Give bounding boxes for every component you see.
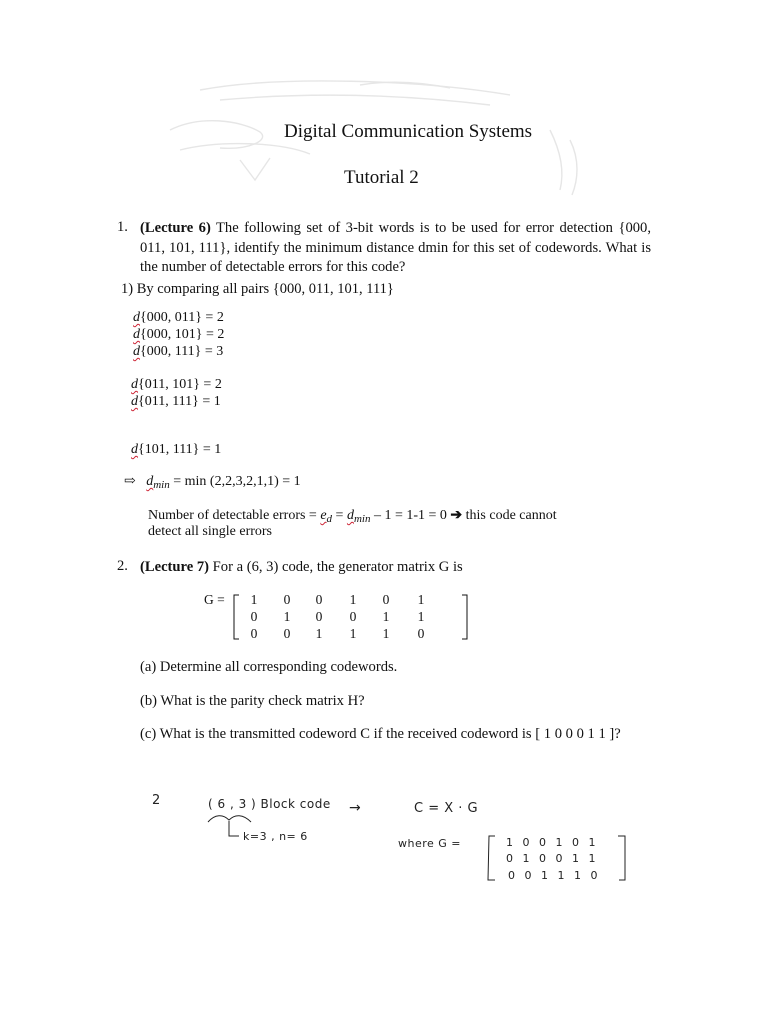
pair-value: {011, 101} = 2 xyxy=(138,377,222,392)
distance-symbol: d xyxy=(133,310,140,325)
dmin-symbol: $d_{min}$ xyxy=(146,474,170,491)
distance-symbol: d xyxy=(133,327,140,342)
dmin-symbol: $d_{min}$ xyxy=(346,508,371,525)
pair-value: {000, 111} = 3 xyxy=(140,344,224,359)
question-2-number: 2. xyxy=(117,558,128,574)
question-2-lecture: (Lecture 7) xyxy=(140,559,210,575)
implies-arrow-icon: ⇨ xyxy=(124,474,136,489)
question-1-text xyxy=(140,219,651,278)
generator-matrix xyxy=(204,589,494,649)
question-2-body: For a (6, 3) code, the generator matrix G is xyxy=(209,559,463,575)
matrix-cell: 0 xyxy=(315,609,323,624)
matrix-cell: 1 xyxy=(349,592,357,607)
question-1-lecture: (Lecture 6) xyxy=(140,220,211,236)
part-b: (b) What is the parity check matrix H? xyxy=(140,693,365,709)
pair-row xyxy=(131,442,221,458)
handwritten-k-n: k=3 , n= 6 xyxy=(243,830,308,843)
pair-value: {000, 101} = 2 xyxy=(140,327,225,342)
matrix-cell: 0 xyxy=(315,592,323,607)
matrix-cell: 1 xyxy=(382,609,390,624)
matrix-cell: 0 xyxy=(283,592,291,607)
matrix-cell: 0 xyxy=(283,626,291,641)
matrix-cell: 0 xyxy=(417,626,425,641)
question-2-text xyxy=(140,558,463,578)
pair-value: {000, 011} = 2 xyxy=(140,310,224,325)
matrix-cell: 1 xyxy=(283,609,291,624)
matrix-cell: 1 xyxy=(349,626,357,641)
detectable-errors-line: Number of detectable errors = $e_d = d_{min} - 1 = 1-1 = 0$ ➔ this code cannot xyxy=(148,508,557,525)
answer-1-intro: 1) By comparing all pairs {000, 011, 101, 111} xyxy=(121,281,394,297)
handwritten-matrix-row: 0 1 0 0 1 1 xyxy=(506,852,599,865)
handwritten-right-bracket-icon xyxy=(616,834,628,882)
part-a: (a) Determine all corresponding codewords. xyxy=(140,659,398,675)
handwritten-where: where G = xyxy=(398,837,462,850)
matrix-cell: 1 xyxy=(250,592,258,607)
pair-row xyxy=(131,394,221,410)
pair-row xyxy=(133,310,224,326)
distance-symbol: d xyxy=(131,394,138,409)
part-c: (c) What is the transmitted codeword C if the received codeword is [ 1 0 0 0 1 1 ]? xyxy=(140,726,621,742)
matrix-cell: 1 xyxy=(417,592,425,607)
matrix-cell: 0 xyxy=(349,609,357,624)
ed-symbol: $e_d$ xyxy=(320,508,333,525)
handwritten-arrow: → xyxy=(349,800,362,816)
distance-symbol: d xyxy=(131,442,138,457)
handwritten-matrix-row: 0 0 1 1 1 0 xyxy=(508,869,601,882)
dmin-value: = min (2,2,3,2,1,1) = 1 xyxy=(169,474,301,489)
pair-value: {011, 111} = 1 xyxy=(138,394,221,409)
pair-row xyxy=(131,377,222,393)
pair-value: {101, 111} = 1 xyxy=(138,442,222,457)
handwritten-number: 2 xyxy=(152,793,161,808)
pair-row xyxy=(133,327,224,343)
page-subtitle: Tutorial 2 xyxy=(344,167,419,188)
question-1-body: The following set of 3-bit words is to be used for error detection {000, 011, 101, 111}, identify the minimum distance dmin for this set of codewords. What is the number of detectable errors for this code? xyxy=(140,220,651,275)
handwritten-matrix-row: 1 0 0 1 0 1 xyxy=(506,836,599,849)
matrix-cell: 0 xyxy=(250,609,258,624)
distance-symbol: d xyxy=(133,344,140,359)
matrix-cell: 1 xyxy=(315,626,323,641)
pair-row xyxy=(133,344,223,360)
distance-symbol: d xyxy=(131,377,138,392)
matrix-cell: 1 xyxy=(382,626,390,641)
detectable-errors-line-2: detect all single errors xyxy=(148,524,273,539)
handwritten-formula: C = X · G xyxy=(414,801,479,816)
handwritten-left-bracket-icon xyxy=(485,834,497,882)
matrix-cell: 0 xyxy=(250,626,258,641)
right-arrow-icon: ➔ xyxy=(450,508,463,523)
dmin-line xyxy=(124,473,301,491)
left-bracket-icon xyxy=(231,594,241,640)
right-bracket-icon xyxy=(461,594,471,640)
matrix-cell: 0 xyxy=(382,592,390,607)
page-title: Digital Communication Systems xyxy=(284,121,533,142)
question-1-number: 1. xyxy=(117,219,128,235)
matrix-cell: 1 xyxy=(417,609,425,624)
g-label: G = xyxy=(204,592,225,607)
handwritten-block-code: ( 6 , 3 ) Block code xyxy=(208,797,331,811)
